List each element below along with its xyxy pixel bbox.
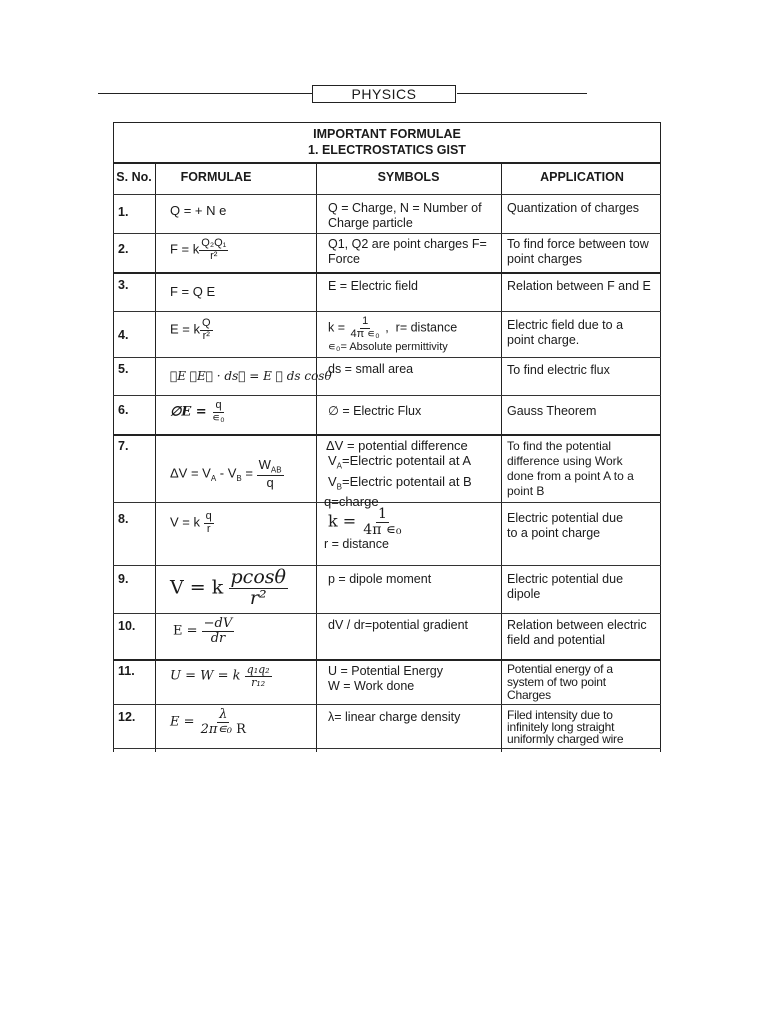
row-number: 1. <box>118 205 129 219</box>
formula-2-denominator: r² <box>210 249 218 262</box>
symbols-cell-12: λ= linear charge density <box>328 710 461 724</box>
application-cell-4 <box>507 318 659 348</box>
symbols-cell-8 <box>324 507 500 552</box>
formula-10-numerator: −dV <box>203 616 233 631</box>
application-cell-2 <box>507 237 659 267</box>
application-line: system of two point <box>507 675 606 689</box>
application-line: difference using Work <box>507 454 623 468</box>
k-constant-numerator: 1 <box>377 506 387 522</box>
row-number: 2. <box>118 242 129 256</box>
column-header-sno: S. No. <box>116 170 152 184</box>
formula-8-numerator: q <box>205 510 212 522</box>
row-number: 11. <box>118 664 135 678</box>
application-line: done from a point A to a <box>507 469 634 483</box>
application-line: Potential energy of a <box>507 662 613 676</box>
formula-7-eq: = <box>241 465 253 481</box>
formula-9-numerator: pcosθ <box>230 566 286 588</box>
formula-9 <box>170 568 288 609</box>
application-line: dipole <box>507 587 541 601</box>
subject-label: PHYSICS <box>312 85 456 103</box>
symbols-line: Q = Charge, N = Number of <box>328 201 482 215</box>
formula-6-fraction <box>210 400 226 424</box>
formula-6 <box>170 400 227 424</box>
formula-1: Q = + N e <box>170 203 227 218</box>
k-constant-denominator: 4π ∊₀ <box>363 521 402 538</box>
symbols-cell-11 <box>328 664 500 694</box>
symbols-text: V <box>328 453 337 468</box>
symbols-text: V <box>328 473 337 489</box>
row-number: 4. <box>118 328 129 342</box>
row-number: 5. <box>118 362 129 376</box>
formula-10-denominator: dr <box>210 630 226 646</box>
row-number: 3. <box>118 278 129 292</box>
symbols-line: Q1, Q2 are point charges F= <box>328 237 487 251</box>
symbols-sub: A <box>336 461 343 471</box>
application-line: point charges <box>507 252 583 266</box>
formula-12-lhs: E = <box>170 714 195 730</box>
application-line: To find force between tow <box>507 237 649 251</box>
application-line: Filed intensity due to <box>507 708 613 722</box>
k-constant-lhs: k = <box>328 320 346 335</box>
formula-4 <box>170 318 213 342</box>
symbols-text: =Electric potentail at A <box>342 453 472 468</box>
symbols-line <box>324 474 500 495</box>
formula-7 <box>170 458 284 490</box>
formula-11-lhs: U = W = k <box>170 668 241 684</box>
title-line-1: IMPORTANT FORMULAE <box>313 127 461 141</box>
application-cell-9 <box>507 572 659 602</box>
symbols-sub: B <box>336 482 343 492</box>
row-line <box>113 434 661 436</box>
col-divider-3 <box>501 162 502 752</box>
symbols-cell-7 <box>324 438 500 509</box>
application-cell-5: To find electric flux <box>507 363 610 377</box>
k-constant-lhs: k = <box>328 511 357 531</box>
application-line: point charge. <box>507 333 580 347</box>
row-number: 8. <box>118 512 129 526</box>
symbols-cell-4 <box>328 316 500 355</box>
symbols-line: W = Work done <box>328 679 415 693</box>
formula-4-lhs: E = k <box>170 321 200 337</box>
symbols-text: =Electric potentail at B <box>342 473 472 489</box>
row-line <box>113 311 661 312</box>
formula-9-lhs: V = k <box>170 576 224 599</box>
row-line <box>113 748 661 749</box>
row-line <box>113 659 661 661</box>
column-header-application: APPLICATION <box>540 170 624 184</box>
symbols-line: Charge particle <box>328 216 413 230</box>
symbols-line: Force <box>328 252 360 266</box>
application-cell-1: Quantization of charges <box>507 201 640 215</box>
application-cell-10 <box>507 618 659 648</box>
application-line: to a point charge <box>507 526 601 540</box>
table-title <box>113 122 661 162</box>
row-line <box>113 233 661 234</box>
application-cell-6: Gauss Theorem <box>507 404 597 418</box>
symbols-cell-10: dV / dr=potential gradient <box>328 618 469 632</box>
symbols-line <box>328 316 500 340</box>
formula-8 <box>170 511 214 535</box>
title-line-2: 1. ELECTROSTATICS GIST <box>308 143 466 157</box>
application-cell-8 <box>507 511 659 541</box>
formula-6-lhs: ∅E = <box>170 404 207 420</box>
k-constant-denominator: 4π ∊₀ <box>350 327 380 340</box>
formula-7-numerator: W <box>258 457 271 472</box>
symbols-line: q=charge <box>324 494 379 510</box>
row-number: 6. <box>118 403 129 417</box>
application-cell-3: Relation between F and E <box>507 279 651 293</box>
row-line <box>113 162 661 164</box>
application-line: Charges <box>507 688 551 702</box>
formula-10-lhs: E = <box>173 623 198 639</box>
formula-7-lhs: ΔV = V <box>170 465 211 481</box>
formula-8-denominator: r <box>206 522 211 535</box>
column-header-formulae: FORMULAE <box>180 170 252 184</box>
formula-12-r: R <box>236 721 246 737</box>
col-divider-2 <box>316 162 317 752</box>
symbols-cell-3: E = Electric field <box>328 279 418 293</box>
symbols-cell-1 <box>328 201 500 231</box>
formula-7-sub-b: B <box>236 473 242 483</box>
application-line: Electric potential due <box>507 572 624 586</box>
k-constant-fraction <box>349 316 382 340</box>
formula-8-lhs: V = k <box>170 514 200 530</box>
formula-2-numerator: Q₂Q₁ <box>201 237 227 249</box>
formula-11-numerator: q₁q₂ <box>246 663 270 676</box>
row-number: 9. <box>118 572 129 586</box>
row-number: 10. <box>118 619 136 633</box>
application-line: To find the potential <box>507 439 612 453</box>
formula-7-denominator: q <box>266 474 274 490</box>
symbols-text: r= distance <box>395 320 458 335</box>
header-rule-right <box>457 93 587 94</box>
row-number: 12. <box>118 710 136 724</box>
symbols-line: U = Potential Energy <box>328 664 443 678</box>
k-constant-numerator: 1 <box>362 315 369 327</box>
application-line: infinitely long straight <box>507 720 615 734</box>
row-number: 7. <box>118 439 129 453</box>
formula-9-denominator: r² <box>249 586 267 609</box>
row-line <box>113 395 661 396</box>
formula-10-fraction <box>202 617 235 645</box>
application-line: Electric potential due <box>507 511 624 525</box>
k-constant-fraction <box>361 507 403 537</box>
row-line <box>113 613 661 614</box>
application-cell-7 <box>507 439 659 499</box>
symbols-cell-6: ∅ = Electric Flux <box>328 404 422 418</box>
formula-7-numerator-sub: AB <box>270 465 282 475</box>
application-line: field and potential <box>507 633 605 647</box>
formula-12-numerator: λ <box>219 707 228 722</box>
formula-2-fraction <box>199 238 228 262</box>
column-header-symbols: SYMBOLS <box>377 170 440 184</box>
col-divider-1 <box>155 162 156 752</box>
application-line: uniformly charged wire <box>507 732 624 746</box>
formula-11-fraction <box>245 664 272 688</box>
row-line <box>113 704 661 705</box>
k-constant-separator: , <box>385 320 389 335</box>
formula-9-fraction <box>229 568 288 609</box>
formula-11 <box>170 664 272 688</box>
formula-6-numerator: q <box>215 399 222 411</box>
row-line <box>113 357 661 358</box>
application-cell-12 <box>507 709 659 745</box>
symbols-line: r = distance <box>324 537 389 552</box>
formula-12 <box>170 708 248 736</box>
formula-6-denominator: ∊₀ <box>212 411 225 424</box>
formula-8-fraction <box>204 511 214 535</box>
formula-10 <box>173 617 234 645</box>
formula-2 <box>170 238 228 262</box>
formula-3: F = Q E <box>170 284 216 299</box>
symbols-line: ΔV = potential difference <box>326 438 468 453</box>
row-line <box>113 272 661 274</box>
formula-12-fraction <box>199 708 248 736</box>
application-line: Relation between electric <box>507 618 647 632</box>
formula-4-denominator: r² <box>202 329 210 342</box>
symbols-line <box>324 453 500 474</box>
application-line: Electric field due to a <box>507 318 624 332</box>
row-line <box>113 194 661 195</box>
symbols-line: ∊₀= Absolute permittivity <box>328 341 448 354</box>
symbols-line <box>324 507 500 537</box>
formula-7-sub-a: A <box>210 473 217 483</box>
formula-12-denominator: 2π∊₀ <box>200 721 233 737</box>
header-rule-left <box>98 93 312 94</box>
application-line: point B <box>507 484 545 498</box>
symbols-cell-9: p = dipole moment <box>328 572 432 586</box>
symbols-cell-2 <box>328 237 500 267</box>
formula-7-fraction <box>257 458 284 490</box>
symbols-cell-5: ds = small area <box>328 362 414 376</box>
formula-7-mid: - V <box>216 465 237 481</box>
row-line <box>113 565 661 566</box>
formula-4-numerator: Q <box>202 317 211 329</box>
formula-4-fraction <box>200 318 213 342</box>
formula-2-lhs: F = k <box>170 241 200 257</box>
formula-5: ∅E ∮E⃗ · ds⃗ = E ∮ ds cosθ <box>170 369 332 383</box>
formula-11-denominator: r₁₂ <box>251 675 266 689</box>
application-cell-11 <box>507 663 659 702</box>
